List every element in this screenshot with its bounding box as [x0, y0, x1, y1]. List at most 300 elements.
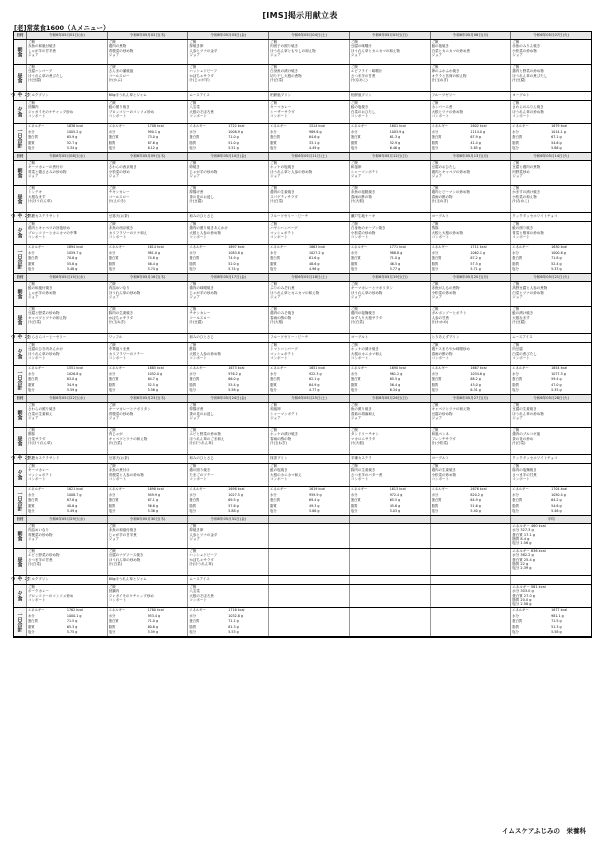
menu-item: ジョア — [28, 536, 39, 541]
menu-item: 蛋白質 25.4 g — [512, 557, 536, 562]
menu-item: 青菜と椎茸の炒め物 — [512, 230, 544, 235]
totals-label: 一日合計 — [14, 366, 26, 394]
menu-item: ご飯 — [512, 343, 520, 347]
menu-item: エネルギー — [108, 366, 126, 370]
dinner-cell — [268, 222, 349, 244]
dinner-cell — [268, 343, 349, 365]
lunch-cell — [187, 428, 268, 454]
menu-item: 塩分 — [512, 388, 519, 393]
menu-item: 65.5 g — [389, 498, 401, 503]
menu-item: エネルギー 636 kcal — [512, 549, 546, 553]
menu-item: 1677 kcal — [551, 608, 568, 612]
menu-item: ご飯 — [189, 403, 197, 407]
snack-cell — [510, 576, 591, 584]
menu-item: 5.88 g — [228, 509, 239, 514]
snack-label: おやつ — [14, 334, 26, 342]
menu-item: ブロッコリーとカニカマの中華 — [28, 230, 77, 235]
menu-item: 大根とツナの炒め物 — [431, 109, 464, 114]
menu-item: コンポート — [350, 355, 369, 360]
menu-item: ご飯 — [108, 403, 116, 407]
menu-item: 塩分 2.39 g — [512, 566, 532, 571]
menu-item: 塩分 — [270, 267, 277, 272]
menu-item: 柏餅風プリン — [270, 93, 292, 97]
menu-item: コンポート — [270, 355, 288, 360]
menu-item: ジョア — [512, 52, 523, 57]
menu-item: 汁(白菜) — [270, 198, 284, 203]
lunch-row — [14, 307, 591, 334]
menu-item: ジョア — [108, 173, 120, 178]
menu-item: ご飯 — [512, 403, 520, 407]
snack-cell — [510, 455, 591, 463]
lunch-cell — [268, 549, 349, 575]
menu-item: 汁(大根) — [350, 440, 365, 445]
menu-item: さつま芋の甘煮 — [350, 73, 376, 78]
menu-item: 水分 — [270, 371, 277, 376]
menu-item: かぼちゃサラダ — [189, 73, 214, 78]
snack-label: おやつ — [14, 576, 26, 584]
menu-item: 鮭の和風付焼き — [28, 286, 53, 291]
menu-item: 57.5 g — [470, 261, 481, 266]
menu-item: ジョア — [512, 294, 523, 299]
menu-item: コールスロー — [108, 194, 130, 199]
totals-cell — [107, 608, 188, 636]
dinner-label: 夕食 — [14, 585, 26, 607]
menu-item: ご飯 — [189, 65, 197, 69]
menu-item: 45.6 g — [389, 503, 401, 508]
menu-item: 71.5 g — [66, 619, 78, 624]
menu-item: 豆腐のひき肉あんかけ — [28, 347, 63, 352]
menu-item: 64.7 g — [147, 377, 159, 382]
menu-item: ご飯 — [270, 161, 278, 165]
menu-item: ジョア — [28, 52, 39, 57]
menu-item: エネルギー — [350, 124, 368, 128]
menu-item: ジョア — [512, 173, 523, 178]
menu-item: 51.0 g — [228, 140, 239, 145]
menu-item: コンポート — [270, 476, 288, 481]
menu-item: 白菜とツナの炒め物 — [512, 290, 544, 295]
menu-item: コンポート — [108, 113, 127, 118]
menu-item: 脂質 — [512, 140, 519, 145]
footer-facility: イムスケアふじみの 栄養科 — [501, 827, 586, 835]
menu-item: 大根なます — [28, 194, 46, 199]
menu-item: 61.3 g — [389, 135, 401, 140]
menu-item: 塩分 — [108, 630, 116, 635]
page-title: [IMS]掲示用献立表 — [262, 11, 338, 20]
menu-item: 白菜とカニカマの炒め煮 — [431, 48, 471, 53]
menu-item: 蛋白質 — [270, 256, 281, 261]
menu-item: 肉じゃが — [108, 432, 123, 437]
menu-item: 1114.0 g — [470, 129, 486, 134]
menu-item: 豆腐の味噌汁 — [350, 44, 372, 49]
menu-item: 水分 — [431, 492, 439, 497]
menu-item: フレンチサラダ — [431, 436, 456, 441]
menu-item: ご飯 — [350, 186, 358, 190]
snack-cell — [349, 92, 430, 100]
menu-item: 67.1 g — [551, 135, 562, 140]
menu-item: ジョア — [270, 52, 281, 57]
menu-item: ヨーグルト — [431, 456, 449, 460]
menu-item: 33.1 g — [308, 140, 320, 145]
snack-cell — [187, 576, 268, 584]
menu-item: 赤魚の和風付焼き — [108, 528, 137, 533]
menu-item: 脂質 — [108, 140, 116, 145]
totals-cell — [107, 124, 188, 152]
menu-item: ご飯 — [189, 343, 197, 347]
menu-item: 蛋白質 — [28, 135, 38, 140]
menu-item: 61.6 g — [308, 256, 320, 261]
menu-item: 1032.8 g — [228, 613, 243, 618]
menu-item: 脂質 — [350, 140, 358, 145]
menu-item: じゃが芋の炒め物 — [189, 290, 218, 295]
menu-item: ジョア — [189, 415, 200, 420]
date-label: 日付 — [16, 154, 24, 158]
menu-item: ジョア — [431, 294, 442, 299]
menu-item: ご飯 — [28, 524, 35, 528]
menu-item: ご飯 — [189, 464, 197, 468]
menu-item: 4.77 g — [308, 388, 320, 393]
menu-item: 赤魚の塩糀焼き — [350, 190, 376, 195]
lunch-label: 昼食 — [14, 549, 26, 575]
menu-item: 1780 kcal — [147, 608, 164, 612]
menu-item: エネルギー — [28, 366, 45, 370]
menu-item: ジョア — [189, 294, 200, 299]
menu-item: タンドリーチキン — [350, 432, 379, 437]
menu-item: 大根と大根の炒め物 — [431, 230, 464, 235]
menu-item: 5.85 g — [470, 146, 481, 151]
snack-cell — [26, 213, 107, 221]
menu-item: 脂質 — [270, 140, 277, 145]
menu-item: キーマカレー — [270, 105, 292, 110]
menu-item: 40.6 g — [66, 503, 78, 508]
menu-item: 1771 kcal — [389, 245, 406, 249]
menu-item: ヨーグルト — [512, 93, 530, 97]
menu-item: 脂質 — [512, 503, 519, 508]
menu-item: 5.33 g — [551, 267, 562, 272]
menu-item: ご飯 — [28, 65, 35, 69]
menu-item: 脂質 — [512, 624, 519, 629]
menu-item: 1027.5 g — [228, 492, 243, 497]
menu-item: 肉団子の照り焼き — [270, 44, 299, 49]
menu-item: ハヤシハンバーグ — [270, 226, 298, 231]
menu-item: 脂質 — [350, 261, 358, 266]
menu-item: 脂質 — [512, 382, 519, 387]
menu-item: 汁(白菜) — [512, 440, 526, 445]
menu-item: ご飯 — [189, 222, 197, 226]
lunch-label: 昼食 — [14, 307, 26, 333]
menu-item: 鶏肉の生姜焼き — [270, 190, 295, 195]
menu-item: 塩分 — [270, 509, 277, 514]
menu-item: ご飯 — [512, 40, 520, 44]
menu-item: 厚焼き卵 — [189, 44, 204, 49]
menu-item: 汁(豆腐) — [189, 319, 203, 324]
menu-item: ご飯 — [28, 222, 35, 226]
dinner-cell — [430, 343, 511, 365]
menu-item: ご飯 — [189, 549, 197, 553]
menu-item: ご飯 — [108, 40, 116, 44]
menu-item: 4.96 g — [308, 267, 320, 272]
menu-item: ご飯 — [270, 222, 278, 226]
menu-item: ほうれん草の煮びたし — [512, 73, 548, 78]
menu-item: コンポート — [350, 476, 369, 481]
menu-item: 5.86 g — [551, 146, 562, 151]
breakfast-cell — [510, 161, 591, 185]
menu-item: クックダッセホワイトチョコ — [512, 456, 558, 460]
dinner-cell — [349, 222, 430, 244]
menu-item: エネルギー — [512, 608, 529, 612]
menu-item: 1613 kcal — [389, 487, 406, 491]
menu-item: 汁(玉ねぎ) — [270, 440, 287, 445]
menu-item: 6.31 g — [470, 388, 481, 393]
menu-item: 69.5 g — [228, 498, 239, 503]
menu-item: 水分 — [350, 492, 358, 497]
menu-item: 959.9 g — [308, 492, 322, 497]
dinner-cell — [26, 585, 107, 607]
menu-item: ジョア — [350, 294, 362, 299]
menu-item: エネルギー — [189, 124, 206, 128]
menu-item: コンポート — [270, 113, 288, 118]
menu-item: 大根と人参の炒め物 — [189, 351, 221, 356]
menu-item: コンポート — [189, 597, 207, 602]
menu-item: 55.4 g — [228, 382, 239, 387]
date-cell — [349, 516, 430, 523]
menu-item: ジョア — [189, 173, 200, 178]
dinner-cell — [187, 585, 268, 607]
menu-item: エネルギー — [512, 124, 529, 128]
breakfast-cell — [349, 282, 430, 306]
menu-item: 1059.7 g — [66, 250, 82, 255]
lunch-cell — [349, 65, 430, 91]
menu-item: 脂質 — [28, 503, 35, 508]
menu-item: チキンカレー — [108, 190, 130, 195]
menu-item: 64.9 g — [308, 382, 320, 387]
menu-item: 水分 — [270, 492, 277, 497]
menu-item: 汁(白菜) — [28, 319, 42, 324]
menu-item: 65.9 g — [66, 135, 78, 140]
menu-item: ご飯 — [431, 403, 439, 407]
menu-item: コンポート — [512, 113, 530, 118]
menu-item: 1762 kcal — [66, 608, 83, 612]
menu-item: コンポート — [431, 234, 450, 239]
menu-item: コンポート — [108, 597, 127, 602]
menu-item: 1708 kcal — [147, 124, 164, 128]
menu-item: 5.36 g — [147, 509, 159, 514]
breakfast-cell — [268, 524, 349, 548]
menu-item: かますの漬け焼き — [512, 190, 541, 195]
menu-item: 塩分 — [270, 388, 277, 393]
menu-item: ご飯 — [431, 65, 439, 69]
totals-cell — [430, 366, 511, 394]
date-cell: 令和6年05月05日(日) — [349, 32, 430, 39]
menu-item: 鶏ナスまろやか味噌炒め — [431, 347, 470, 352]
menu-item: ご飯 — [350, 343, 358, 347]
menu-item: ほうれん草のごま和え — [189, 436, 225, 441]
menu-item: 豆腐と鶏肉の煮物 — [512, 165, 541, 170]
menu-item: 和みのひとさじ — [189, 335, 214, 339]
dinner-row — [14, 343, 591, 366]
menu-item: 60gほうれん草とジャム — [108, 93, 147, 97]
menu-item: 塩分 — [350, 509, 358, 514]
menu-item: 白身魚の漬け焼き — [270, 69, 299, 74]
menu-item: ジョア — [28, 294, 39, 299]
menu-item: ご飯 — [189, 161, 197, 165]
menu-item: ジョア — [108, 415, 120, 420]
menu-item: 水分 362.2 g — [512, 553, 534, 558]
menu-item: たまごのソテー — [189, 472, 214, 477]
menu-item: エネルギー — [189, 487, 206, 491]
menu-item: 塩分 — [431, 146, 439, 151]
lunch-cell — [349, 307, 430, 333]
menu-item: 水分 — [431, 250, 439, 255]
menu-item: 春雨の酢の物 — [431, 351, 453, 356]
menu-item: 脂質 — [431, 140, 439, 145]
dinner-cell — [430, 585, 511, 607]
menu-item: 人参とツナの金平 — [189, 532, 218, 537]
breakfast-cell — [349, 40, 430, 64]
menu-item: 塩分 — [350, 388, 358, 393]
breakfast-cell — [349, 524, 430, 548]
menu-item: 水分 — [350, 371, 358, 376]
menu-item: 汁(かぶ) — [108, 77, 122, 82]
menu-item: キーマカレーとナポリタン — [108, 407, 151, 412]
menu-item: 卵焼き — [189, 165, 200, 170]
menu-grid — [9, 31, 592, 638]
menu-item: ご飯 — [28, 585, 35, 589]
dinner-cell — [107, 585, 188, 607]
menu-item: 1062.1 g — [470, 250, 486, 255]
menu-item: 塩分 — [108, 388, 116, 393]
menu-item: 蛋白質 — [189, 377, 200, 382]
menu-item: 蛋白質 — [431, 256, 442, 261]
menu-item: 塩分 — [431, 388, 439, 393]
menu-item: 鶏肉の塩麹焼き — [350, 311, 376, 316]
menu-item: 塩分 — [189, 146, 197, 151]
menu-item: さわらの西京焼き — [108, 165, 137, 170]
menu-item: しゃが芋の炒め物 — [28, 290, 56, 295]
lunch-cell — [430, 65, 511, 91]
menu-item: 汁(豆腐) — [512, 319, 526, 324]
menu-item: ムースアイス — [189, 577, 210, 581]
menu-item: 鮭の照り焼き — [108, 105, 130, 110]
menu-item: エネルギー — [108, 245, 126, 249]
date-label: 日付 — [16, 396, 24, 400]
menu-item: 1050.4 g — [551, 492, 566, 497]
menu-item: 953.4 g — [147, 613, 161, 618]
menu-item: 塩分 — [270, 146, 277, 151]
totals-label: 一日合計 — [14, 245, 26, 273]
breakfast-row — [14, 40, 591, 65]
dinner-cell — [510, 464, 591, 486]
menu-item: 蛋白質 — [28, 377, 38, 382]
menu-item: 水分 — [189, 129, 197, 134]
snack-cell — [26, 334, 107, 342]
menu-item: コンポート — [512, 234, 530, 239]
menu-item: ジョア — [512, 415, 523, 420]
date-cell: 令和6年05月29日(水) — [26, 516, 107, 523]
menu-item: 蛋白質 — [512, 619, 523, 624]
date-cell: 令和6年05月09日(木) — [107, 153, 188, 160]
menu-item: 60gほうれん草とジャム — [108, 577, 147, 581]
menu-item: 脂質 — [431, 261, 439, 266]
menu-item: 豚肉の塩麹焼き — [512, 468, 537, 473]
menu-item: ご飯 — [28, 186, 35, 190]
date-cell: 令和6年05月03日(金) — [187, 32, 268, 39]
menu-item: カリフラワーのソテー — [108, 351, 144, 356]
lunch-cell — [26, 428, 107, 454]
menu-item: 蛋白質 — [512, 135, 523, 140]
menu-item: 蛋白質 — [512, 498, 523, 503]
menu-item: キーマカレーとナポリタン — [350, 286, 393, 291]
breakfast-cell — [268, 161, 349, 185]
menu-item: 厚揚げ煮 — [189, 407, 204, 412]
menu-item: 蛋白質 27.0 g — [512, 593, 536, 598]
menu-item: 高野豆腐と人参の煮物 — [512, 286, 548, 291]
menu-subtitle: [老]常菜食1600（Ａメニュー） — [14, 24, 110, 32]
date-cell: 令和6年05月27日(月) — [430, 395, 511, 402]
snack-cell — [268, 455, 349, 463]
totals-cell — [430, 245, 511, 273]
date-cell: 平均 — [510, 516, 591, 523]
lunch-cell — [430, 307, 511, 333]
menu-item: エビと野菜の炒め物 — [189, 432, 221, 437]
menu-item: 脂質 — [512, 261, 519, 266]
menu-item: ご飯 — [512, 65, 520, 69]
menu-item: ご飯 — [108, 65, 116, 69]
menu-item: 和風ペンネ — [431, 432, 449, 437]
menu-item: 魚の照り焼き — [350, 407, 372, 412]
snack-cell — [510, 334, 591, 342]
dinner-row — [14, 585, 591, 608]
menu-item: 塩分 — [28, 630, 35, 635]
totals-cell — [26, 124, 107, 152]
menu-item: 1008.7 g — [66, 492, 82, 497]
menu-item: ホッケの漬け焼き — [270, 432, 299, 437]
menu-item: 71.0 g — [389, 256, 401, 261]
menu-item: コンポート — [512, 355, 530, 360]
menu-item: トマトハンバーグ — [270, 347, 298, 352]
menu-item: 972.4 g — [389, 492, 403, 497]
lunch-cell — [430, 186, 511, 212]
menu-item: ご飯 — [28, 403, 35, 407]
menu-item: 瀬戸生地ケーキ — [350, 214, 376, 218]
totals-cell — [187, 245, 268, 273]
menu-item: 1663 kcal — [308, 245, 326, 249]
menu-item: ヨーグルト — [350, 335, 369, 339]
menu-item: 71.1 g — [228, 619, 239, 624]
menu-item: 47.0 g — [551, 382, 562, 387]
menu-item: マッシュポテト — [270, 351, 295, 356]
snack-cell — [349, 213, 430, 221]
menu-item: 春雨の酢の物 — [270, 436, 292, 441]
menu-item: 和みのひとさじ — [189, 214, 214, 218]
dinner-cell — [349, 343, 430, 365]
snack-cell — [510, 213, 591, 221]
menu-item: エビと野菜の炒め物 — [28, 553, 60, 558]
menu-item: 塩分 — [512, 509, 519, 514]
menu-item: 蛋白質 — [189, 256, 200, 261]
snack-cell — [187, 213, 268, 221]
dinner-row — [14, 101, 591, 124]
breakfast-cell — [349, 403, 430, 427]
menu-item: ほうれん草とカニカマの和え物 — [270, 290, 320, 295]
menu-item: ご飯 — [512, 222, 520, 226]
totals-cell — [187, 487, 268, 515]
menu-item: 51.3 g — [551, 624, 562, 629]
date-cell: 令和6年05月26日(日) — [349, 395, 430, 402]
menu-item: 小松菜の炒め物 — [350, 230, 376, 235]
totals-row — [14, 124, 591, 153]
date-cell: 令和6年05月11日(土) — [268, 153, 349, 160]
menu-item: 茶の花の炒め — [512, 436, 534, 441]
